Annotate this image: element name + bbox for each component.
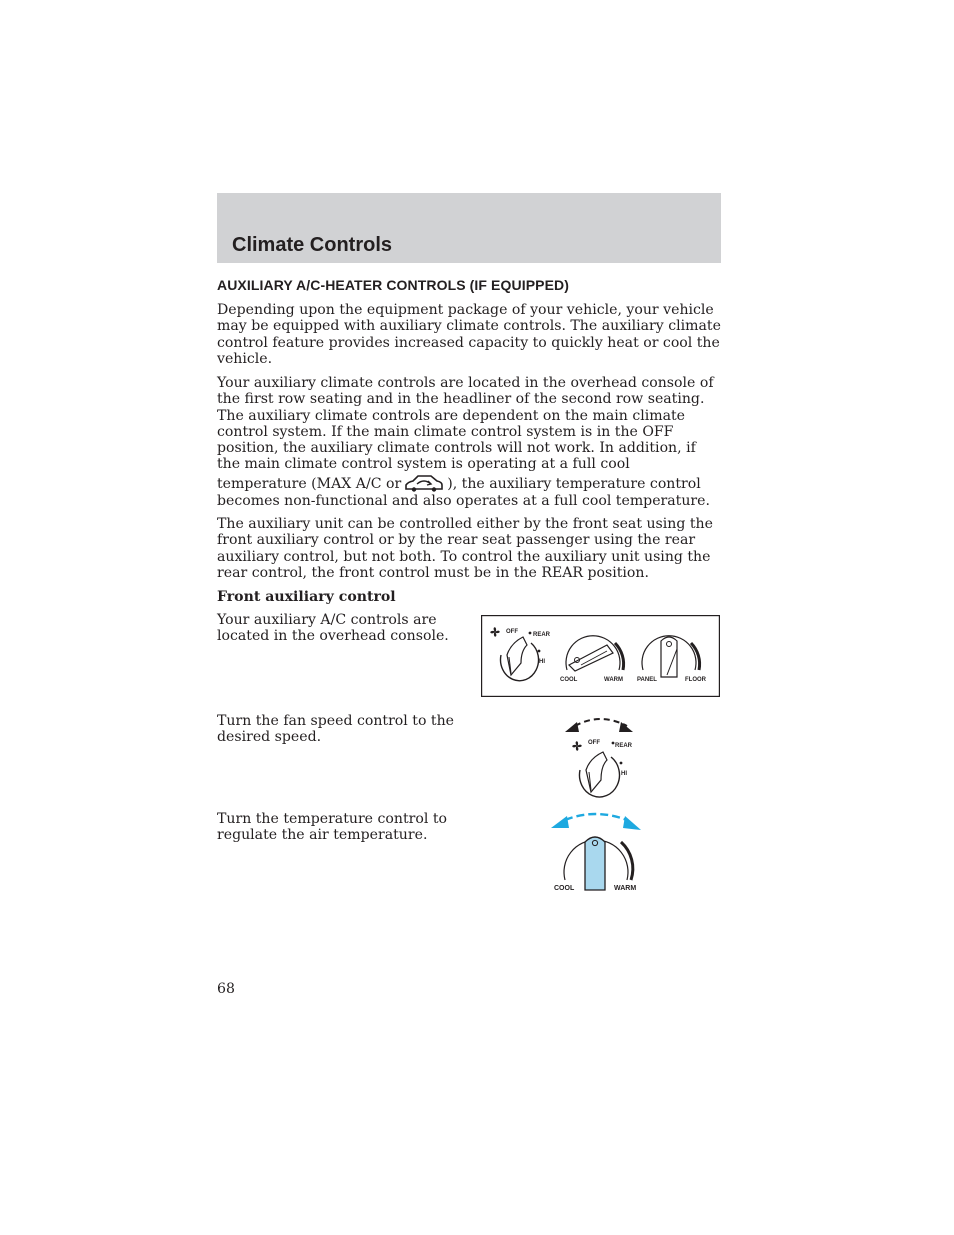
fan-off-label: OFF	[588, 740, 600, 746]
fan-rear-label: REAR	[533, 632, 551, 638]
temp-cool-label: COOL	[560, 677, 578, 683]
instruction-fan: Turn the fan speed control to the desired speed.	[217, 713, 454, 746]
overhead-console-figure	[481, 615, 720, 697]
fan-hi-label: HI	[539, 659, 545, 665]
temp-warm-label: WARM	[614, 885, 637, 892]
instruction-location: Your auxiliary A/C controls are located in the overhead console.	[217, 612, 449, 645]
header-band	[217, 193, 721, 263]
instruction-temperature: Turn the temperature control to regulate the air temperature.	[217, 811, 447, 844]
paragraph-control: The auxiliary unit can be controlled either by the front seat using the front auxiliary control or by the rear seat passenger using the rear auxiliary control, but not both. To control the auxiliary unit using the rear control, the front control must be in the REAR position.	[217, 516, 713, 581]
page-number: 68	[217, 981, 235, 997]
temperature-knob	[564, 837, 633, 890]
rotate-arrows-icon	[565, 719, 633, 732]
fan-speed-knob	[579, 752, 619, 797]
page-title: Climate Controls	[232, 234, 393, 256]
temp-cool-label: COOL	[554, 885, 575, 892]
paragraph-location-text-1: Your auxiliary climate controls are located in the overhead console of the first row seating and in the headliner of the second row seating. The auxiliary climate controls are dependent on the main climate control system. If the main climate control system is in the OFF position, the auxiliary climate controls will not work. In addition, if the main climate control system is operating at a full cool temperature (MAX A/C or	[217, 375, 714, 492]
temperature-figure	[545, 808, 650, 896]
fan-icon	[572, 741, 581, 750]
fan-off-label: OFF	[506, 629, 518, 635]
paragraph-location-text-2: ), the auxiliary temperature control becomes non-functional and also operates at a full cool temperature.	[217, 475, 710, 509]
fan-rear-label: REAR	[615, 743, 633, 749]
section-heading: AUXILIARY A/C-HEATER CONTROLS (IF EQUIPPED)	[217, 277, 569, 293]
fan-hi-label: HI	[621, 771, 627, 777]
rotate-arrows-icon	[551, 814, 641, 830]
mode-floor-label: FLOOR	[685, 677, 706, 683]
mode-panel-label: PANEL	[637, 677, 657, 683]
front-auxiliary-heading: Front auxiliary control	[217, 589, 396, 605]
fan-speed-figure	[555, 712, 650, 807]
recirculation-car-icon	[403, 473, 445, 493]
temp-warm-label: WARM	[604, 677, 623, 683]
paragraph-location	[217, 375, 723, 509]
paragraph-intro: Depending upon the equipment package of your vehicle, your vehicle may be equipped with auxiliary climate controls. The auxiliary climate control feature provides increased capacity to quickly heat or cool the vehicle.	[217, 302, 721, 367]
